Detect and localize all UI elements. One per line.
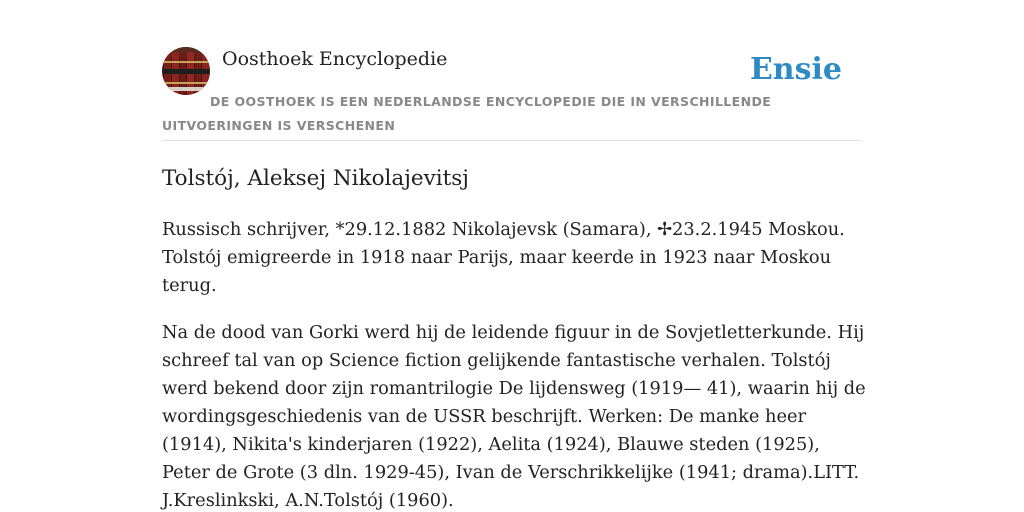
site-header — [162, 46, 862, 141]
site-tagline: DE OOSTHOEK IS EEN NEDERLANDSE ENCYCLOPEDIE DIE IN VERSCHILLENDE UITVOERINGEN IS VERSCHENEN — [162, 94, 772, 133]
site-avatar[interactable] — [162, 47, 210, 95]
ensie-logo-link[interactable]: Ensie — [749, 52, 842, 87]
article-title: Tolstój, Aleksej Nikolajevitsj — [162, 166, 469, 191]
site-title[interactable]: Oosthoek Encyclopedie — [222, 48, 448, 70]
article — [162, 162, 866, 512]
book-spines-icon — [162, 47, 210, 95]
article-paragraph: Russisch schrijver, *29.12.1882 Nikolajevsk (Samara), ✢23.2.1945 Moskou. Tolstój emigreerde in 1918 naar Parijs, maar keerde in 1923 naar Moskou terug. — [162, 219, 845, 296]
article-paragraph: Na de dood van Gorki werd hij de leidende figuur in de Sovjetletterkunde. Hij schreef tal van op Science fiction gelijkende fantastische verhalen. Tolstój werd bekend door zijn romantrilogie De lijdensweg (1919— 41), waarin hij de wordingsgeschiedenis van de USSR beschrijft. Werken: De manke heer (1914), Nikita's kinderjaren (1922), Aelita (1924), Blauwe steden (1925), Peter de Grote (3 dln. 1929-45), Ivan de Verschrikkelijke (1941; drama).LITT. J.Kreslinkski, A.N.Tolstój (1960). — [162, 322, 866, 511]
